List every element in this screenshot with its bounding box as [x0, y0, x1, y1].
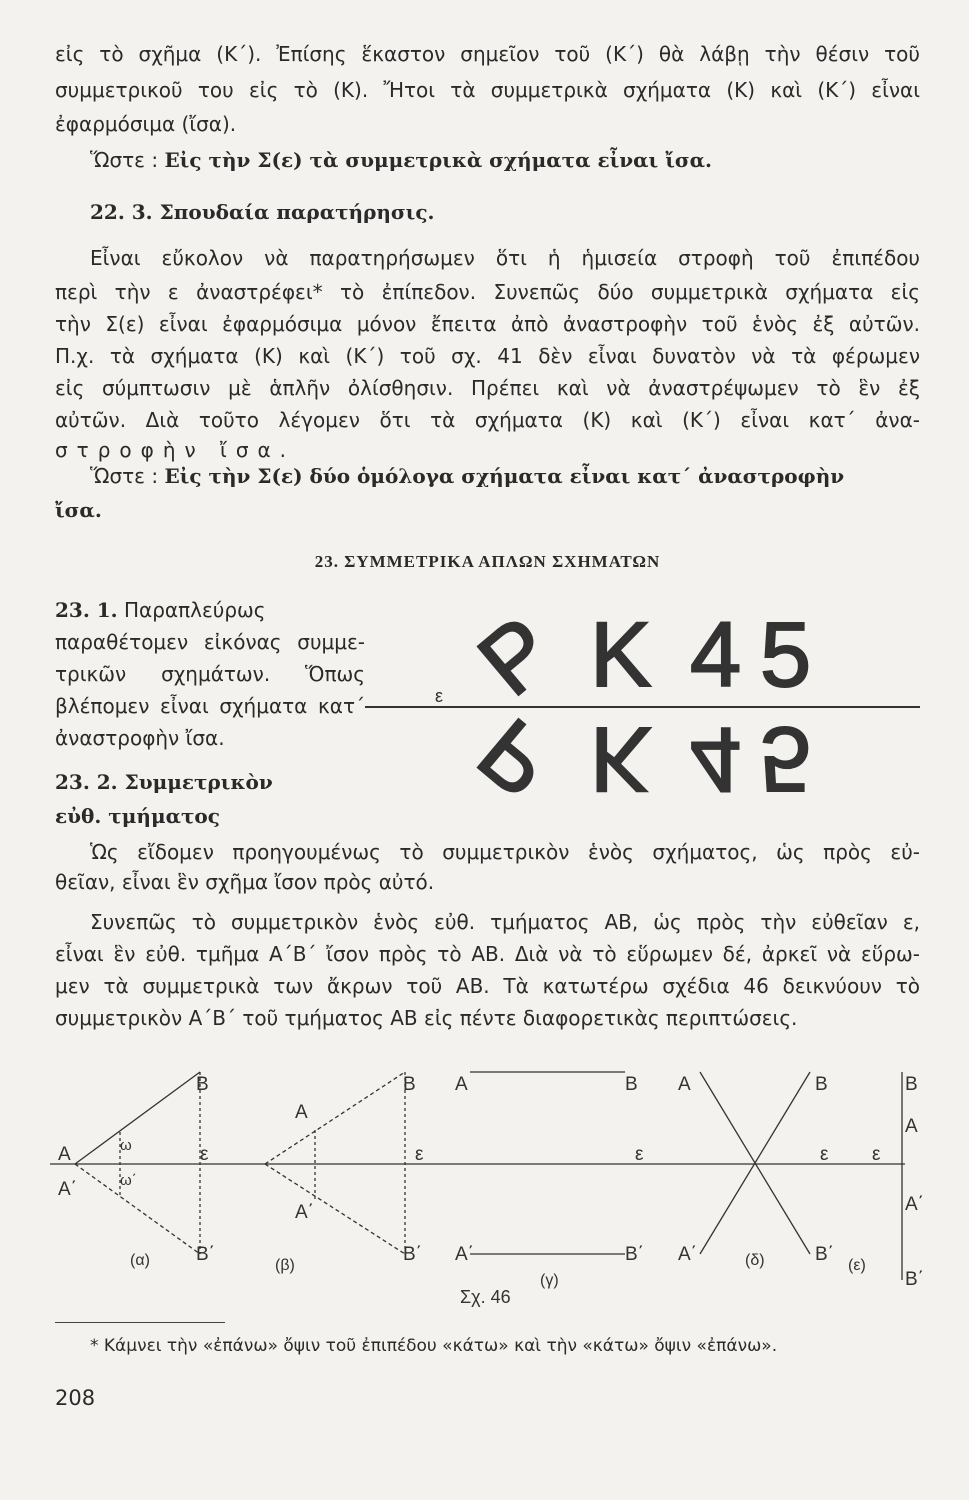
- text-line: θεῖαν, εἶναι ἓν σχῆμα ἴσον πρὸς αὐτό.: [55, 870, 435, 894]
- conclusion-text: Εἰς τὴν Σ(ε) δύο ὁμόλογα σχήματα εἶναι κατ΄ ἀναστροφὴν: [164, 464, 845, 488]
- label-b: B: [403, 1074, 416, 1095]
- letter-p-mirrored: P: [460, 698, 573, 817]
- label-epsilon: ε: [820, 1144, 829, 1165]
- axis-label: ε: [435, 686, 444, 706]
- label-a-prime: A΄: [678, 1244, 697, 1265]
- label-b-prime: B΄: [196, 1244, 215, 1265]
- label-b-prime: B΄: [905, 1269, 924, 1290]
- label-b-prime: B΄: [815, 1244, 834, 1265]
- section-number: 22. 3.: [90, 200, 153, 224]
- text-line: τρικῶν σχημάτων. Ὅπως: [55, 662, 365, 686]
- conclusion-prefix: Ὥστε :: [90, 148, 159, 172]
- section-heading: [90, 198, 920, 226]
- text-line: ἐφαρμόσιμα (ἴσα).: [55, 112, 237, 136]
- section-number: 23. 1.: [55, 598, 118, 622]
- segment-ab: [265, 1072, 405, 1164]
- segment-a2b2: [75, 1164, 200, 1254]
- segment-ab: [75, 1072, 200, 1164]
- text-line: παραθέτομεν εἰκόνας συμμε-: [55, 630, 365, 654]
- conclusion-prefix: Ὥστε :: [90, 464, 159, 488]
- conclusion: [90, 146, 920, 174]
- label-epsilon: ε: [415, 1144, 424, 1165]
- footnote: * Κάμνει τὴν «ἐπάνω» ὄψιν τοῦ ἐπιπέδου «κάτω» καὶ τὴν «κάτω» ὄψιν «ἐπάνω».: [90, 1336, 778, 1356]
- footnote-rule: [55, 1322, 225, 1323]
- label-a-prime: A΄: [58, 1179, 77, 1200]
- conclusion: [90, 462, 920, 490]
- label-b: B: [625, 1074, 638, 1095]
- text-line: εἰς σύμπτωσιν μὲ ἁπλῆν ὀλίσθησιν. Πρέπει καὶ νὰ ἀναστρέψωμεν τὸ ἓν ἐξ: [55, 376, 920, 400]
- text-line: συμμετρικὸν Α΄Β΄ τοῦ τμήματος ΑΒ εἰς πέντε διαφορετικὰς περιπτώσεις.: [55, 1006, 798, 1030]
- label-epsilon: ε: [872, 1144, 881, 1165]
- letter-k-mirrored: K: [590, 708, 652, 810]
- letter-k: K: [590, 604, 652, 706]
- label-a: A: [295, 1102, 308, 1123]
- letter-p: P: [460, 597, 573, 716]
- text-line: Π.χ. τὰ σχήματα (Κ) καὶ (Κ΄) τοῦ σχ. 41 δὲν εἶναι δυνατὸν νὰ τὰ φέρωμεν: [55, 344, 920, 368]
- text-line: τὴν Σ(ε) εἶναι ἐφαρμόσιμα μόνον ἔπειτα ἀπὸ ἀναστροφὴν τοῦ ἑνὸς ἐξ αὐτῶν.: [55, 312, 920, 336]
- text-line: στροφὴν ἴσα.: [55, 438, 296, 462]
- letter-4-mirrored: 4: [690, 708, 742, 810]
- section-heading: 23. 2. Συμμετρικὸν: [55, 770, 273, 794]
- label-epsilon: ε: [635, 1144, 644, 1165]
- figure-tag: (γ): [540, 1272, 559, 1289]
- label-a-prime: A΄: [295, 1202, 314, 1223]
- letter-5-mirrored: 5: [760, 708, 812, 810]
- label-a: A: [905, 1116, 918, 1137]
- text-line: ἀναστροφὴν ἴσα.: [55, 726, 225, 750]
- text-line: εἶναι ἓν εὐθ. τμῆμα Α΄Β΄ ἴσον πρὸς τὸ ΑΒ. Διὰ νὰ τὸ εὕρωμεν δέ, ἀρκεῖ νὰ εὕρω-: [55, 942, 920, 966]
- figure-46: [0, 1060, 969, 1320]
- text-line: Εἶναι εὔκολον νὰ παρατηρήσωμεν ὅτι ἡ ἡμισεία στροφὴ τοῦ ἐπιπέδου: [90, 246, 920, 270]
- label-b-prime: B΄: [625, 1244, 644, 1265]
- text-line: αὐτῶν. Διὰ τοῦτο λέγομεν ὅτι τὰ σχήματα (Κ) καὶ (Κ΄) εἶναι κατ΄ ἀνα-: [55, 408, 920, 432]
- label-b-prime: B΄: [403, 1244, 422, 1265]
- label-a-prime: A΄: [455, 1244, 474, 1265]
- figure-tag: (β): [275, 1257, 295, 1274]
- text-line: Ὡς εἴδομεν προηγουμένως τὸ συμμετρικὸν ἑνὸς σχήματος, ὡς πρὸς εὐ-: [90, 840, 920, 864]
- label-a: A: [455, 1074, 468, 1095]
- chapter-heading: 23. ΣΥΜΜΕΤΡΙΚΑ ΑΠΛΩΝ ΣΧΗΜΑΤΩΝ: [314, 552, 661, 571]
- symmetric-letters-figure: [360, 590, 930, 830]
- figure-tag: (α): [130, 1252, 150, 1269]
- label-omega-prime: ω΄: [120, 1172, 137, 1189]
- figure-caption: Σχ. 46: [460, 1287, 511, 1307]
- figure-tag: (δ): [745, 1252, 765, 1269]
- section-heading-continued: εὐθ. τμήματος: [55, 804, 220, 828]
- text-line: μεν τὰ συμμετρικὰ των ἄκρων τοῦ ΑΒ. Τὰ κατωτέρω σχέδια 46 δεικνύουν τὸ: [55, 974, 920, 998]
- conclusion-continued: ἴσα.: [55, 498, 102, 522]
- label-b: B: [815, 1074, 828, 1095]
- text-line: Παραπλεύρως: [124, 598, 266, 622]
- text-line: συμμετρικοῦ του εἰς τὸ (Κ). Ἤτοι τὰ συμμετρικὰ σχήματα (Κ) καὶ (Κ΄) εἶναι: [55, 78, 920, 102]
- label-b: B: [905, 1074, 918, 1095]
- label-a: A: [678, 1074, 691, 1095]
- label-b: B: [196, 1074, 209, 1095]
- text-line: περὶ τὴν ε ἀναστρέφει* τὸ ἐπίπεδον. Συνεπῶς δύο συμμετρικὰ σχήματα εἰς: [55, 280, 920, 304]
- label-a: A: [58, 1144, 71, 1165]
- segment-a2b2: [265, 1164, 405, 1254]
- section-title: Σπουδαία παρατήρησις.: [159, 200, 435, 224]
- text-line: Συνεπῶς τὸ συμμετρικὸν ἑνὸς εὐθ. τμήματος ΑΒ, ὡς πρὸς τὴν εὐθεῖαν ε,: [90, 910, 920, 934]
- page-number: 208: [55, 1386, 96, 1410]
- letter-4: 4: [690, 604, 742, 706]
- conclusion-text: Εἰς τὴν Σ(ε) τὰ συμμετρικὰ σχήματα εἶναι ἴσα.: [164, 148, 712, 172]
- label-omega: ω: [120, 1137, 132, 1154]
- text-line: βλέπομεν εἶναι σχήματα κατ΄: [55, 694, 365, 718]
- text-line: εἰς τὸ σχῆμα (Κ΄). Ἐπίσης ἕκαστον σημεῖον τοῦ (Κ΄) θὰ λάβῃ τὴν θέσιν τοῦ: [55, 42, 920, 66]
- label-a-prime: A΄: [905, 1194, 924, 1215]
- figure-tag: (ε): [848, 1257, 866, 1274]
- section-23-1: [55, 596, 365, 624]
- label-epsilon: ε: [200, 1144, 209, 1165]
- letter-5: 5: [760, 604, 812, 706]
